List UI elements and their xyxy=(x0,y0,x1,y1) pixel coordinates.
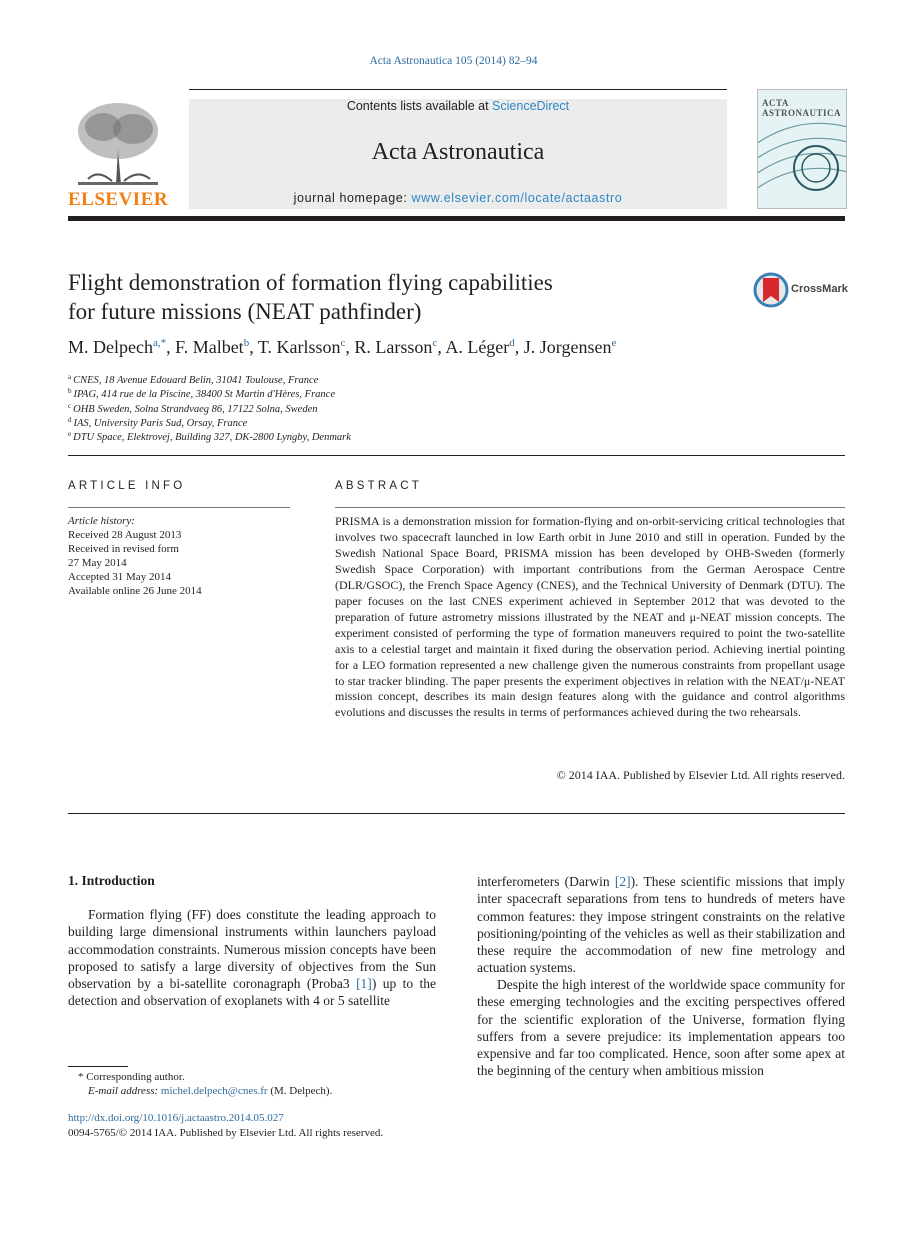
abstract-text: PRISMA is a demonstration mission for formation-flying and on-orbit-servicing critical technologies that involves two spacecraft launched in low Earth orbit in June 2010 and still in operation. Funded by the Swedish National Space Board, PRISMA mission has been developed by OHB-Sweden (formerly Swedish Space Corporation) with important contributions from the German Aerospace Centre (DLR/GSOC), the French Space Agency (CNES), and the Technical University of Denmark (DTU). The paper focuses on the last CNES experiment achieved in September 2012 that was devoted to the preparation of future astrometry missions illustrated by the NEAT and μ-NEAT mission concepts. The experiment consisted of performing the type of formation maneuvers required to point the two-satellite axis to a celestial target and maintain it fixed during the observation period. Achieving inertial pointing for a LEO formation represented a new challenge given the numerous constraints from propellant usage to star tracker blinding. The paper presents the experiment objectives in relation with the NEAT/μ-NEAT mission concept, describes its main design features along with the guidance and control algorithms evolutions and discusses the results in terms of performances achieved during the two rehearsals. xyxy=(335,514,845,720)
author[interactable]: R. Larsson$^c$ xyxy=(354,337,438,357)
elsevier-wordmark: ELSEVIER xyxy=(68,189,169,210)
elsevier-logo xyxy=(68,99,168,209)
author[interactable]: M. Delpech$^{a,*}$ xyxy=(68,337,167,357)
elsevier-tree-icon xyxy=(68,99,168,187)
journal-homepage-line: journal homepage: www.elsevier.com/locate/actaastro xyxy=(293,191,623,205)
body-paragraph: Despite the high interest of the worldwide space community for these emerging technologies and the exciting perspectives offered for the scientific exploration of the Universe, formation flying suffers from a severe prejudice: its implementation appears too expensive and far too complicated. Hence, soon after some apex at the beginning of the century when ambitious mission xyxy=(477,977,845,1079)
contents-line: Contents lists available at ScienceDirect xyxy=(346,99,570,113)
author[interactable]: J. Jorgensen$^e$ xyxy=(523,337,617,357)
doi-link[interactable]: http://dx.doi.org/10.1016/j.actaastro.2014.05.027 xyxy=(68,1112,284,1124)
footnote-rule xyxy=(68,1066,128,1067)
sciencedirect-link[interactable]: ScienceDirect xyxy=(492,99,570,113)
affiliation: $^b$ IPAG, 414 rue de la Piscine, 38400 St Martin d'Hères, France xyxy=(68,387,335,400)
cover-title: ACTA ASTRONAUTICA xyxy=(762,98,842,118)
issn-line: 0094-5765/© 2014 IAA. Published by Elsevier Ltd. All rights reserved. xyxy=(68,1127,384,1139)
email-link[interactable]: michel.delpech@cnes.fr xyxy=(160,1085,268,1097)
body-paragraph: Formation flying (FF) does constitute the leading approach to building large dimensional instruments within launchers payload accommodation constraints. Numerous mission concepts have been proposed to satisfy a large diversity of objectives from the Sun observation by a bi-satellite coronagraph (Proba3 [1]) up to the detection and observation of exoplanets with 4 or 5 satellite xyxy=(68,907,436,1009)
journal-homepage-link[interactable]: www.elsevier.com/locate/actaastro xyxy=(411,191,623,205)
affiliation: $^a$ CNES, 18 Avenue Edouard Belin, 31041 Toulouse, France xyxy=(68,373,319,386)
affiliation: $^e$ DTU Space, Elektrovej, Building 327, DK-2800 Lyngby, Denmark xyxy=(68,430,351,443)
article-title: Flight demonstration of formation flying capabilities for future missions (NEAT pathfinder) xyxy=(68,270,553,324)
corresponding-author-note: * Corresponding author. xyxy=(78,1071,185,1083)
header-top-rule xyxy=(189,89,727,90)
crossmark-label: CrossMark xyxy=(791,283,848,295)
article-info-heading: ARTICLE INFO xyxy=(68,480,186,492)
article-info-divider xyxy=(68,507,290,508)
journal-title: Acta Astronautica xyxy=(371,139,545,165)
abstract-bottom-divider xyxy=(68,813,845,814)
reference-link[interactable]: [2] xyxy=(614,874,631,889)
article-history: Article history: Received 28 August 2013 Received in revised form 27 May 2014 Accepted 31 May 2014 Available online 26 June 2014 xyxy=(68,515,202,597)
author-list: M. Delpech$^{a,*}$, F. Malbet$^b$, T. Karlsson$^c$, R. Larsson$^c$, A. Léger$^d$, J. Jorgensen$^e$ xyxy=(68,337,617,357)
journal-banner xyxy=(189,99,727,209)
header-thick-rule xyxy=(68,216,845,221)
crossmark-badge[interactable] xyxy=(753,272,853,308)
affiliation: $^c$ OHB Sweden, Solna Strandvaeg 86, 17122 Solna, Sweden xyxy=(68,402,318,415)
journal-cover-thumbnail[interactable] xyxy=(757,89,847,209)
reference-link[interactable]: [1] xyxy=(356,976,372,992)
affiliation: $^d$ IAS, University Paris Sud, Orsay, France xyxy=(68,416,248,429)
section-heading-introduction: 1. Introduction xyxy=(68,873,155,888)
abstract-copyright: © 2014 IAA. Published by Elsevier Ltd. All rights reserved. xyxy=(556,768,845,782)
crossmark-icon xyxy=(753,272,789,308)
abstract-divider xyxy=(335,507,845,508)
author[interactable]: F. Malbet$^b$ xyxy=(175,337,250,357)
affiliation-divider xyxy=(68,455,845,456)
author[interactable]: T. Karlsson$^c$ xyxy=(257,337,346,357)
journal-citation[interactable]: Acta Astronautica 105 (2014) 82–94 xyxy=(369,55,538,67)
abstract-heading: ABSTRACT xyxy=(335,480,422,492)
body-paragraph: interferometers (Darwin [2]). These scientific missions that imply inter spacecraft separations from tens to hundreds of meters have common features: they impose stringent constraints on the relative positioning/pointing of the vehicles as well as their stabilization and these require the accommodation of new fine metrology and actuation systems. xyxy=(477,874,845,976)
author[interactable]: A. Léger$^d$ xyxy=(445,337,515,357)
email-note: E-mail address: michel.delpech@cnes.fr (M. Delpech). xyxy=(88,1085,333,1097)
